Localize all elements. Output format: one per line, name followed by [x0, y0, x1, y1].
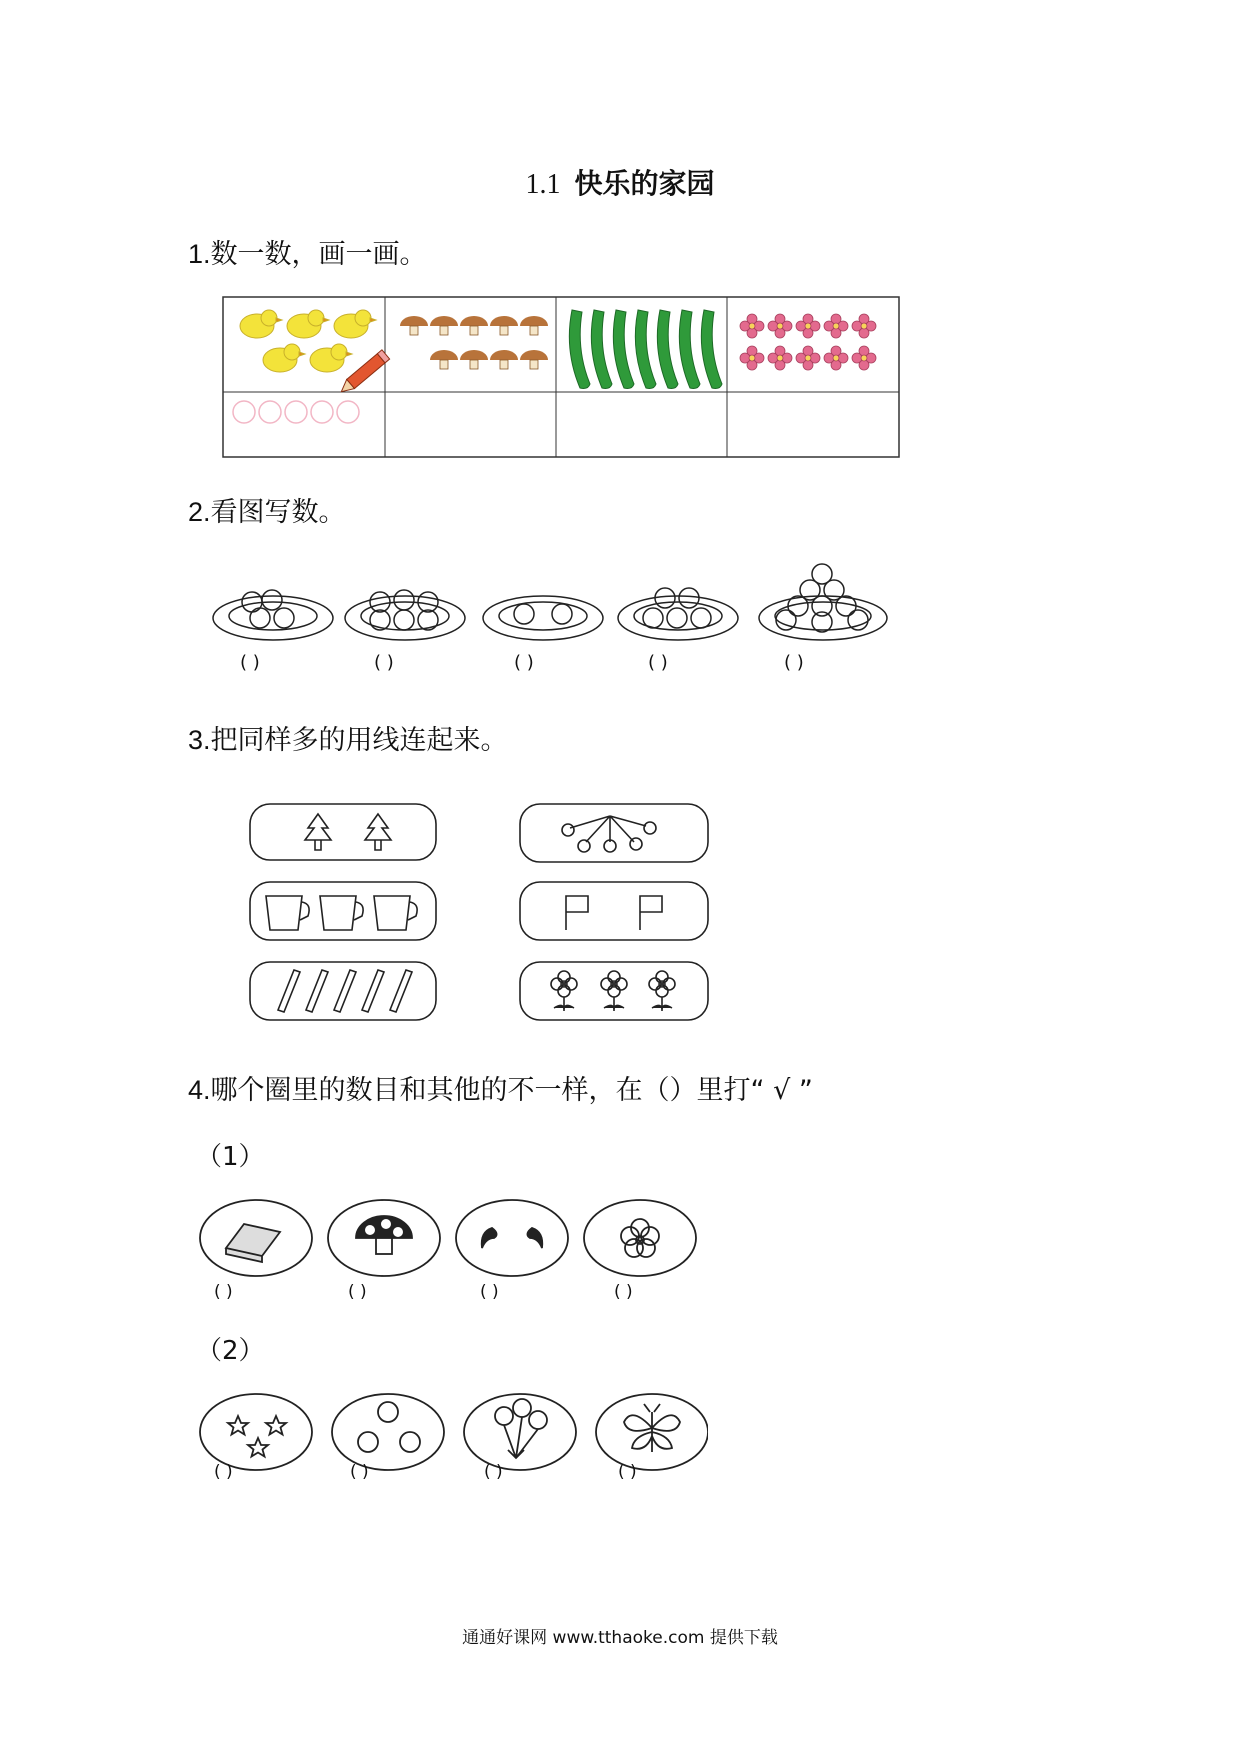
pea-pod-icon [679, 310, 700, 389]
tree-icon [365, 814, 391, 850]
flower-icon [740, 346, 764, 370]
answer-paren[interactable]: ( ) [484, 1462, 503, 1482]
title-number: 1.1 [525, 169, 561, 200]
flower-icon-group [740, 314, 876, 370]
dot-icon [378, 1402, 398, 1422]
circle-butterfly [596, 1394, 708, 1470]
pea-pod-icon [569, 310, 590, 389]
answer-paren[interactable]: ( ) [480, 1282, 499, 1302]
flower-icon [824, 314, 848, 338]
sample-circles [233, 401, 359, 423]
mushroom-icon-group [400, 316, 548, 369]
flower-outline-icon [621, 1219, 659, 1257]
mustache-icon [527, 1228, 542, 1248]
box-trees [250, 804, 436, 860]
question-1 [188, 232, 427, 271]
circle-mustache [456, 1200, 568, 1276]
question-3-text: 把同样多的用线连起来。 [210, 725, 508, 756]
dot-icon [358, 1432, 378, 1452]
star-icon [228, 1416, 248, 1435]
pea-pod-icon-group [569, 310, 722, 389]
cup-icon [320, 896, 363, 930]
question-3-number: 3. [188, 725, 211, 755]
flower-icon [852, 346, 876, 370]
pea-pod-icon [657, 310, 678, 389]
count-draw-table [222, 296, 900, 458]
flag-icon [640, 896, 662, 930]
circle-book [200, 1200, 312, 1276]
flower-icon [796, 346, 820, 370]
question-2-text: 看图写数。 [210, 497, 346, 528]
balloon-icon [495, 1407, 513, 1425]
box-cherries [520, 804, 708, 862]
apple-plate [759, 564, 887, 640]
answer-paren[interactable]: ( ) [214, 1462, 233, 1482]
flower-icon [768, 314, 792, 338]
stick-icon [390, 970, 412, 1012]
answer-paren[interactable]: ( ) [214, 1282, 233, 1302]
mushroom-icon [520, 316, 548, 335]
flower-outline-icon [601, 971, 627, 1011]
pea-pod-icon [701, 310, 722, 389]
flower-icon [740, 314, 764, 338]
answer-paren[interactable]: ( ) [648, 652, 668, 673]
balloon-icon [529, 1411, 547, 1429]
circle-dots [332, 1394, 444, 1470]
pea-pod-icon [635, 310, 656, 389]
footer-credit: 通通好课网 www.tthaoke.com 提供下载 [462, 1628, 778, 1648]
sub-question-2: （2） [196, 1336, 265, 1366]
flag-icon [566, 896, 588, 930]
page-title [0, 162, 1240, 202]
mushroom-icon [430, 350, 458, 369]
circle-flower [584, 1200, 696, 1276]
answer-paren[interactable]: ( ) [240, 652, 260, 673]
box-flowers [520, 962, 708, 1020]
apple-plate [483, 596, 603, 640]
apple-plate [345, 590, 465, 640]
star-icon [266, 1416, 286, 1435]
question-4-text: 哪个圈里的数目和其他的不一样，在（）里打“ √ ” [210, 1075, 813, 1106]
question-4-number: 4. [188, 1075, 211, 1105]
chick-icon [287, 310, 329, 338]
chick-icon [263, 344, 305, 372]
mushroom-icon [400, 316, 428, 335]
question-2-number: 2. [188, 497, 211, 527]
box-sticks [250, 962, 436, 1020]
answer-paren[interactable]: ( ) [618, 1462, 637, 1482]
circle-stars [200, 1394, 312, 1470]
pea-pod-icon [591, 310, 612, 389]
flower-icon [852, 314, 876, 338]
star-icon [248, 1438, 268, 1457]
mushroom-icon [460, 316, 488, 335]
mushroom-icon [460, 350, 488, 369]
sub-question-1: （1） [196, 1142, 265, 1172]
stick-icon [334, 970, 356, 1012]
flower-outline-icon [649, 971, 675, 1011]
flower-outline-icon [551, 971, 577, 1011]
flower-icon [768, 346, 792, 370]
matching-figure [248, 800, 713, 1030]
question-1-number: 1. [188, 239, 211, 269]
apple-plate [618, 588, 738, 640]
chick-icon-group [240, 310, 376, 372]
cup-icon [374, 896, 417, 930]
answer-paren[interactable]: ( ) [614, 1282, 633, 1302]
cup-icon [266, 896, 309, 930]
stick-icon [362, 970, 384, 1012]
mushroom-icon [490, 316, 518, 335]
answer-paren[interactable]: ( ) [514, 652, 534, 673]
box-flags [520, 882, 708, 940]
apple-plate [213, 590, 333, 640]
tree-icon [305, 814, 331, 850]
question-2 [188, 490, 346, 529]
mushroom-icon [490, 350, 518, 369]
answer-paren[interactable]: ( ) [350, 1462, 369, 1482]
answer-paren[interactable]: ( ) [348, 1282, 367, 1302]
circle-mushroom [328, 1200, 440, 1276]
chick-icon [334, 310, 376, 338]
book-icon [226, 1224, 280, 1262]
balloon-icon [513, 1399, 531, 1417]
answer-paren[interactable]: ( ) [784, 652, 804, 673]
circle-balloons [464, 1394, 576, 1470]
mushroom-icon [430, 316, 458, 335]
chick-icon [240, 310, 282, 338]
flower-icon [796, 314, 820, 338]
flower-icon [824, 346, 848, 370]
question-3 [188, 718, 508, 757]
mushroom-icon [520, 350, 548, 369]
butterfly-icon [624, 1404, 680, 1452]
question-1-text: 数一数，画一画。 [210, 239, 427, 270]
box-cups [250, 882, 436, 940]
mustache-icon [482, 1228, 497, 1248]
dot-icon [400, 1432, 420, 1452]
stick-icon [306, 970, 328, 1012]
question-4 [188, 1068, 813, 1107]
answer-paren[interactable]: ( ) [374, 652, 394, 673]
stick-icon [278, 970, 300, 1012]
pea-pod-icon [613, 310, 634, 389]
chick-icon [310, 344, 352, 372]
title-text: 快乐的家园 [574, 167, 715, 200]
